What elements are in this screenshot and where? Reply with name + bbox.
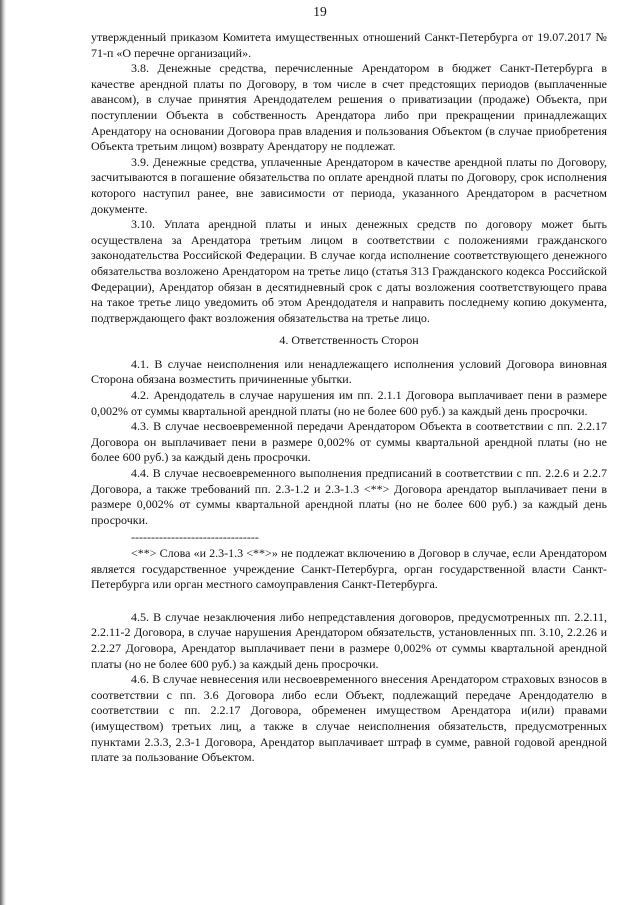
paragraph-4-3: 4.3. В случае несвоевременной передачи Арендатором Объекта в соответствии с пп. 2.2.17 Договора он выплачивает пени в размере 0,002% от суммы квартальной арендной платы (но не более 600 руб.) за каждый день просрочки. [91, 419, 607, 465]
paragraph-continuation: утвержденный приказом Комитета имущественных отношений Санкт-Петербурга от 19.07.2017 № 71-п «О перечне организаций». [91, 30, 607, 60]
paragraph-4-2: 4.2. Арендодатель в случае нарушения им пп. 2.1.1 Договора выплачивает пени в размере 0,002% от суммы квартальной арендной платы (но не более 600 руб.) за каждый день просрочки. [91, 388, 607, 418]
section-heading-4: 4. Ответственность Сторон [279, 333, 419, 348]
paragraph-4-5: 4.5. В случае незаключения либо непредставления договоров, предусмотренных пп. 2.2.11, 2.2.11-2 Договора, в случае нарушения Арендатором обязательств, установленных пп. 3.10, 2.2.26 и 2.2.27 Договора, Арендатор выплачивает пени в размере 0,002% от суммы квартальной арендной платы (но не более 600 руб.) за каждый день просрочки. [91, 609, 607, 671]
page-number: 19 [313, 4, 327, 19]
paragraph-3-8: 3.8. Денежные средства, перечисленные Арендатором в бюджет Санкт-Петербурга в качестве арендной платы по Договору, в том числе в счет предстоящих периодов (выплаченные авансом), в случае принятия Арендодателем решения о приватизации (продаже) Объекта, при поступлении Объекта в собственность Арендатора либо при прекращении принадлежащих Арендатору на основании Договора прав владения и пользования Объектом (в случае приобретения Объекта третьим лицом) возврату Арендатору не подлежат. [91, 61, 607, 154]
paragraph-3-9: 3.9. Денежные средства, уплаченные Арендатором в качестве арендной платы по Договору, засчитываются в погашение обязательства по оплате арендной платы по Договору, срок исполнения которого наступил ранее, вне зависимости от периода, указанного Арендатором в расчетном документе. [91, 154, 607, 216]
paragraph-4-1: 4.1. В случае неисполнения или ненадлежащего исполнения условий Договора виновная Сторона обязана возместить причиненные убытки. [91, 356, 607, 387]
document-body [91, 30, 607, 766]
footnote-separator: -------------------------------- [131, 530, 259, 545]
paragraph-4-6: 4.6. В случае невнесения или несвоевременного внесения Арендатором страховых взносов в соответствии с пп. 3.6 Договора либо если Объект, подлежащий передаче Арендодателю в соответствии с пп. 2.2.17 Договора, обременен имуществом Арендатора и(или) правами (имуществом) третьих лиц, а также в случае неисполнения обязательств, предусмотренных пунктами 2.3.3, 2.3-1 Договора, Арендатор выплачивает штраф в сумме, равной годовой арендной плате за пользование Объектом. [91, 672, 607, 765]
paragraph-4-4: 4.4. В случае несвоевременного выполнения предписаний в соответствии с пп. 2.2.6 и 2.2.7 Договора, а также требований пп. 2.3-1.2 и 2.3-1.3 <**> Договора арендатор выплачивает пени в размере 0,002% от суммы квартальной арендной платы (но не более 600 руб.) за каждый день просрочки. [91, 466, 607, 527]
paragraph-3-10: 3.10. Уплата арендной платы и иных денежных средств по договору может быть осуществлена за Арендатора третьим лицом в соответствии с положениями гражданского законодательства Российской Федерации. В случае когда исполнение соответствующего денежного обязательства возложено Арендатором на третье лицо (статья 313 Гражданского кодекса Российской Федерации), Арендатор обязан в десятидневный срок с даты возложения соответствующего права на такое третье лицо уведомить об этом Арендодателя и направить последнему копию документа, подтверждающего факт возложения обязательства на третье лицо. [91, 217, 607, 325]
scan-edge-shadow [0, 0, 6, 905]
footnote: <**> Слова «и 2.3-1.3 <**>» не подлежат включению в Договор в случае, если Арендатором является государственное учреждение Санкт-Петербурга, орган государственной власти Санкт-Петербурга или орган местного самоуправления Санкт-Петербурга. [91, 546, 607, 592]
